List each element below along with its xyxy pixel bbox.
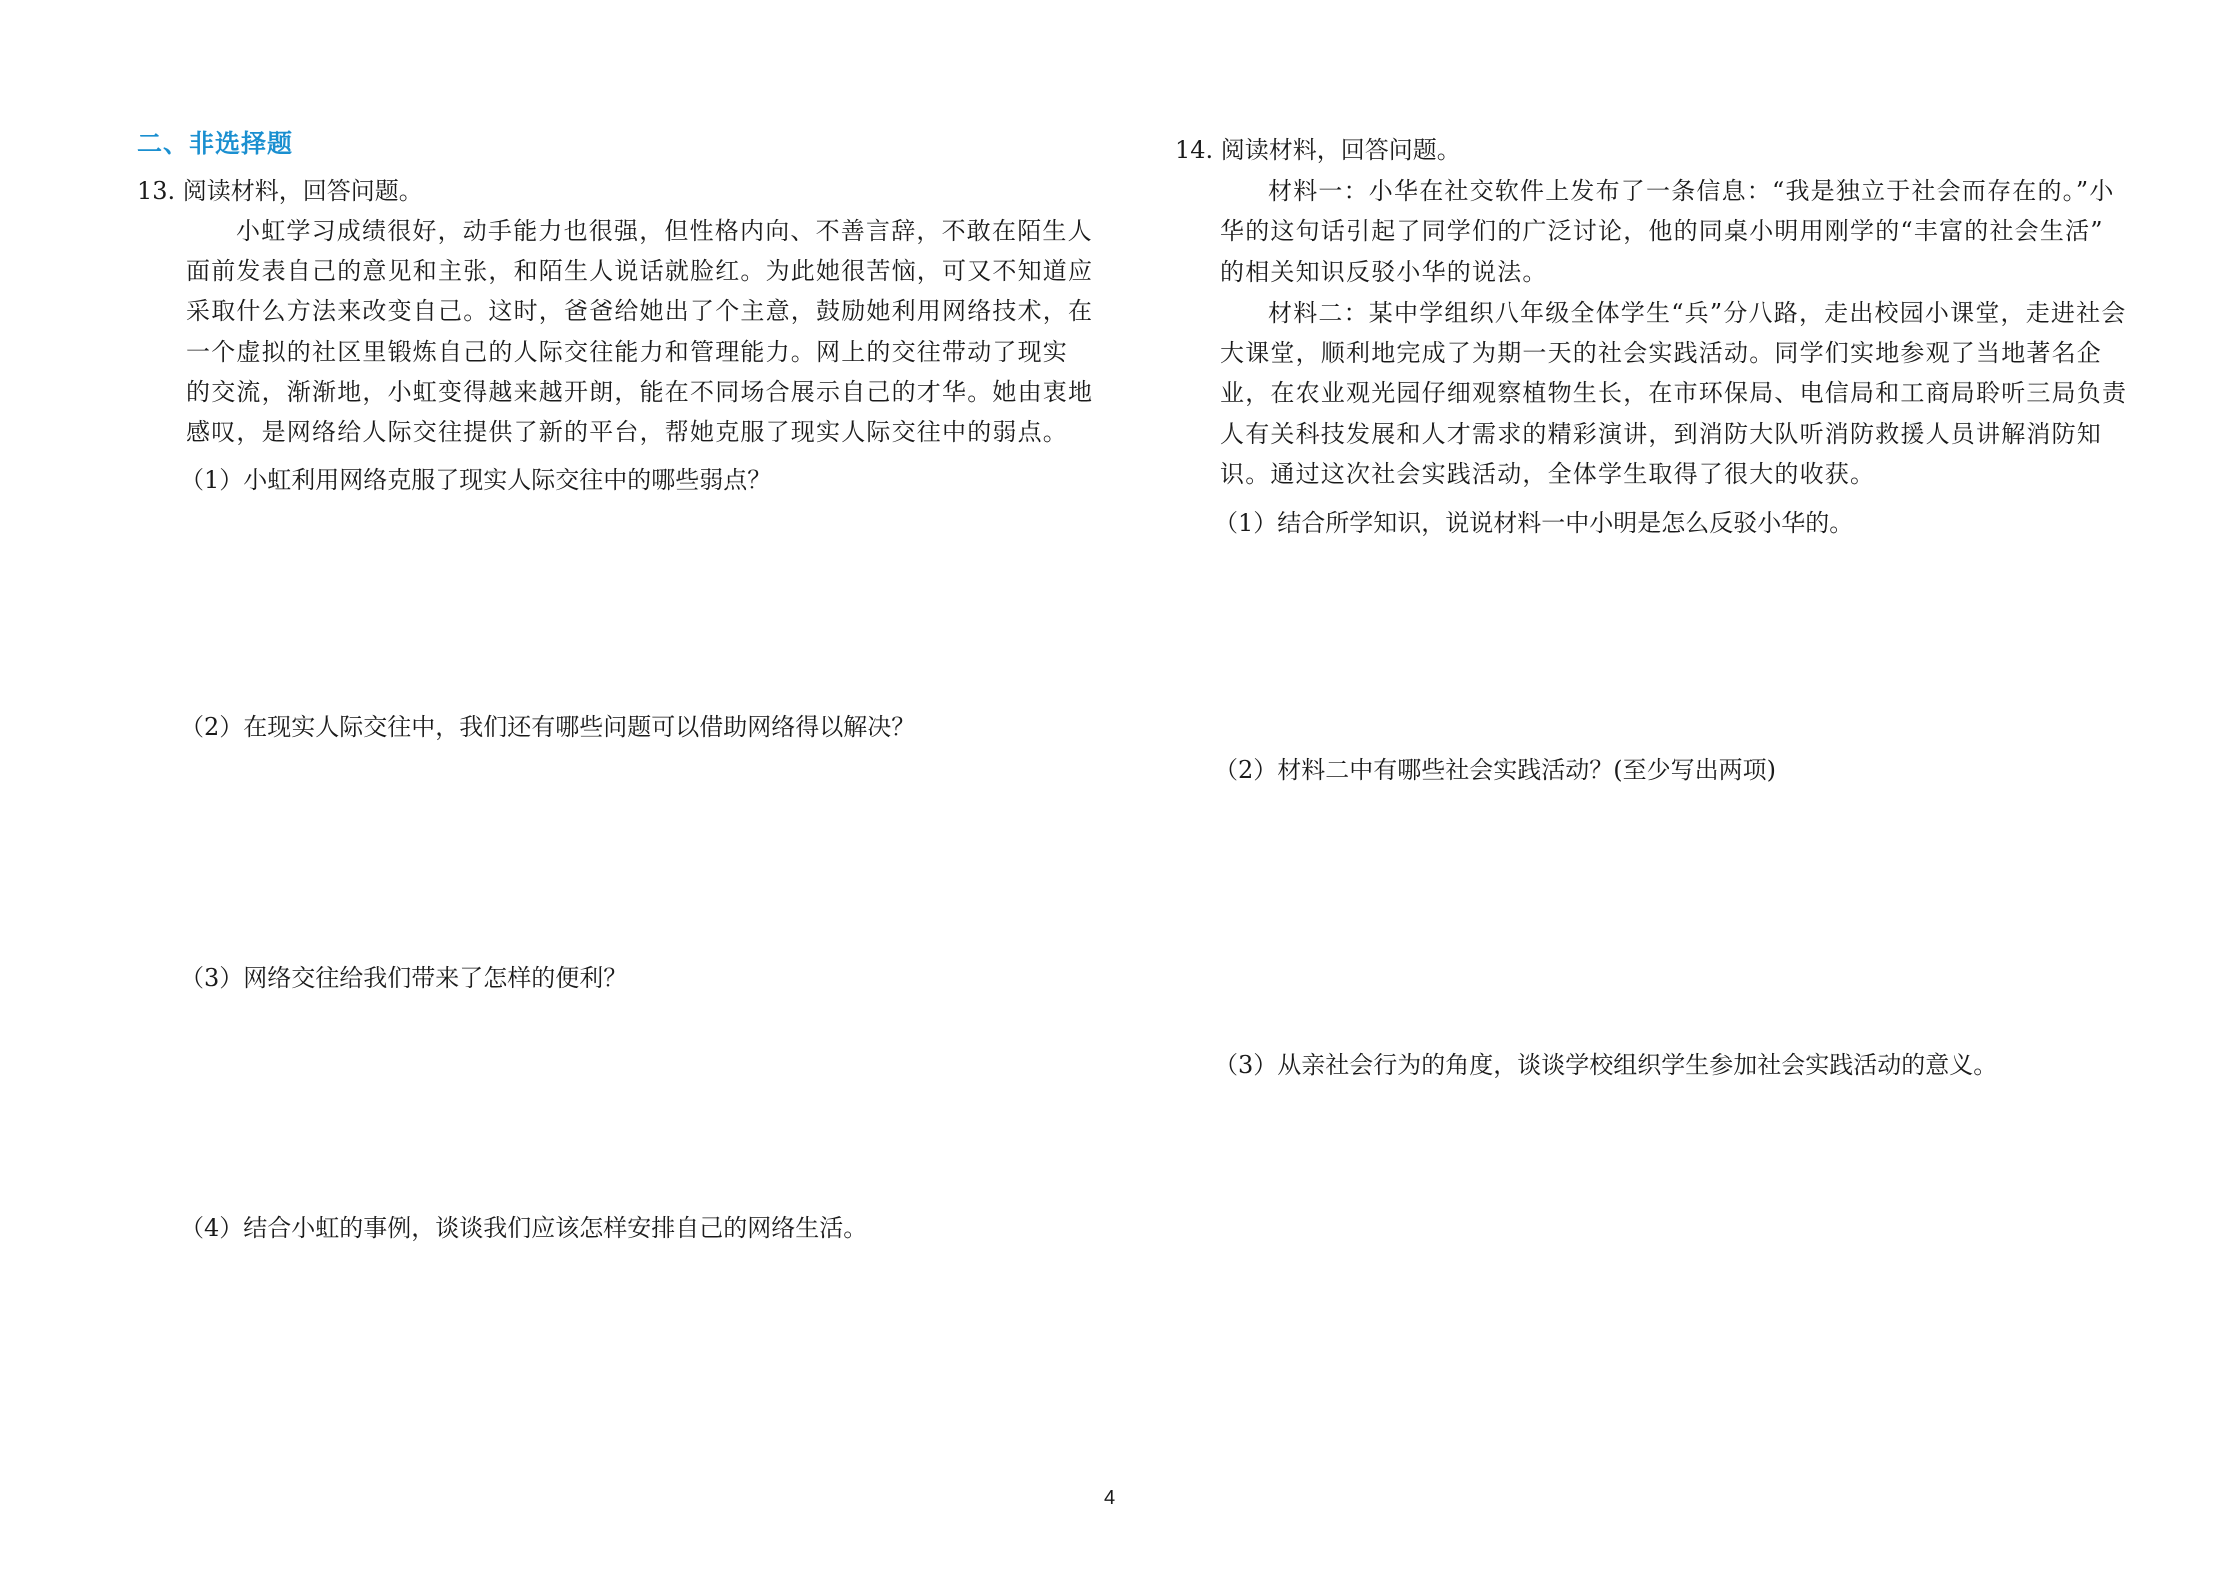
q13-sub-question-2: （2）在现实人际交往中，我们还有哪些问题可以借助网络得以解决？ [180,713,916,741]
q13-material-line: 感叹，是网络给人际交往提供了新的平台，帮她克服了现实人际交往中的弱点。 [186,418,1068,446]
q14-material-line: 业，在农业观光园仔细观察植物生长，在市环保局、电信局和工商局聆听三局负责 [1220,379,2128,407]
q13-material-line: 的交流，渐渐地，小虹变得越来越开朗，能在不同场合展示自己的才华。她由衷地 [186,378,1094,406]
q14-material-line: 华的这句话引起了同学们的广泛讨论，他的同桌小明用刚学的“丰富的社会生活” [1220,217,2104,245]
q13-material-line: 一个虚拟的社区里锻炼自己的人际交往能力和管理能力。网上的交往带动了现实 [186,338,1068,366]
q14-material-line: 材料二：某中学组织八年级全体学生“兵”分八路，走出校园小课堂，走进社会 [1268,299,2127,327]
q13-material-line: 采取什么方法来改变自己。这时，爸爸给她出了个主意，鼓励她利用网络技术，在 [186,297,1094,325]
q14-title: 14. 阅读材料，回答问题。 [1175,136,1461,164]
section-heading: 二、非选择题 [137,129,294,158]
q13-material-line: 面前发表自己的意见和主张，和陌生人说话就脸红。为此她很苦恼，可又不知道应 [186,257,1094,285]
q13-material-line: 小虹学习成绩很好，动手能力也很强，但性格内向、不善言辞，不敢在陌生人 [236,217,1093,245]
q14-material-line: 大课堂，顺利地完成了为期一天的社会实践活动。同学们实地参观了当地著名企 [1220,339,2102,367]
q13-title: 13. 阅读材料，回答问题。 [137,177,423,205]
q13-sub-question-1: （1）小虹利用网络克服了现实人际交往中的哪些弱点？ [180,466,772,494]
q13-sub-question-3: （3）网络交往给我们带来了怎样的便利？ [180,964,628,992]
q14-sub-question-2: （2）材料二中有哪些社会实践活动？(至少写出两项) [1214,756,1776,784]
q14-material-line: 识。通过这次社会实践活动，全体学生取得了很大的收获。 [1220,460,1876,488]
q14-material-line: 的相关知识反驳小华的说法。 [1220,258,1548,286]
q14-material-line: 人有关科技发展和人才需求的精彩演讲，到消防大队听消防救援人员讲解消防知 [1220,420,2102,448]
q13-sub-question-4: （4）结合小虹的事例，谈谈我们应该怎样安排自己的网络生活。 [180,1214,868,1242]
q14-material-line: 材料一：小华在社交软件上发布了一条信息：“我是独立于社会而存在的。”小 [1268,177,2115,205]
q14-sub-question-3: （3）从亲社会行为的角度，谈谈学校组织学生参加社会实践活动的意义。 [1214,1051,1998,1079]
q14-sub-question-1: （1）结合所学知识，说说材料一中小明是怎么反驳小华的。 [1214,509,1854,537]
page-number: 4 [1104,1487,1116,1509]
